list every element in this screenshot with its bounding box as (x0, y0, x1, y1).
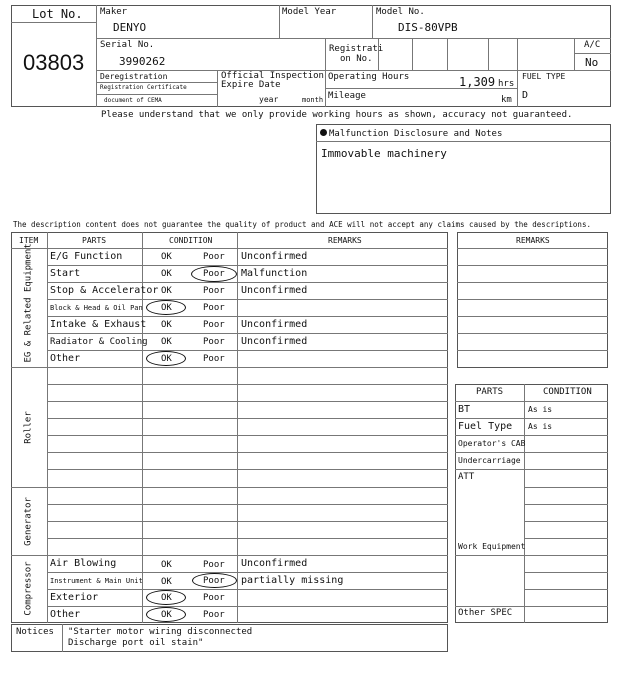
eg-part: Intake & Exhaust (50, 319, 147, 330)
ok-label: OK (161, 303, 172, 313)
compressor-part: Instrument & Main Unit (50, 577, 143, 585)
poor-label: Poor (203, 576, 225, 586)
header-remarks: REMARKS (328, 236, 362, 245)
right-remarks-header: REMARKS (516, 236, 550, 245)
maker-label: Maker (100, 7, 128, 17)
ok-label: OK (161, 337, 172, 347)
header-condition: CONDITION (169, 236, 213, 245)
description-disclaimer: The description content does not guarantee the quality of product and ACE will not accept any claims caused by the descriptions. (13, 220, 591, 229)
serial-value: 3990262 (119, 55, 166, 68)
mileage-label: Mileage (328, 91, 366, 101)
poor-label: Poor (203, 337, 225, 347)
poor-label: Poor (203, 269, 225, 279)
right-part: Fuel Type (458, 421, 513, 432)
deregistration-label: Deregistration (100, 72, 168, 81)
right-condition: As is (528, 405, 553, 414)
poor-label: Poor (203, 593, 225, 603)
compressor-remark: Unconfirmed (241, 558, 308, 569)
poor-label: Poor (203, 286, 225, 296)
eg-remark: Unconfirmed (241, 319, 308, 330)
notices-label: Notices (16, 627, 54, 637)
right-part: Undercarriage (458, 456, 521, 465)
notices-line-1: "Starter motor wiring disconnected (68, 627, 253, 637)
eg-part: E/G Function (50, 251, 123, 262)
malfunction-title (320, 129, 502, 139)
other-spec-label: Other SPEC (458, 608, 513, 618)
eg-remark: Unconfirmed (241, 285, 308, 296)
compressor-part: Exterior (50, 592, 99, 603)
ok-label: OK (161, 577, 172, 587)
eg-part: Radiator & Cooling (50, 337, 148, 347)
lot-number: 03803 (23, 50, 85, 75)
registration-label-1: Registrati (329, 44, 384, 54)
registration-cert-label: Registration Certificate (100, 84, 187, 91)
lot-label: Lot No. (32, 7, 83, 21)
maker-value: DENYO (113, 21, 147, 34)
right-part: BT (458, 404, 471, 415)
section-eg-label: EG & Related Equipment (23, 243, 34, 363)
eg-part: Stop & Accelerator (50, 285, 159, 296)
header-block (11, 5, 611, 107)
hours-disclaimer: Please understand that we only provide working hours as shown, accuracy not guaranteed. (101, 110, 573, 120)
section-generator-label: Generator (23, 497, 34, 546)
registration-label-2: on No. (340, 54, 373, 64)
fuel-type-label: FUEL TYPE (522, 72, 566, 81)
ok-label: OK (161, 252, 172, 262)
ok-label: OK (161, 320, 172, 330)
year-label: year (259, 95, 279, 104)
poor-label: Poor (203, 252, 225, 262)
ok-label: OK (161, 610, 172, 620)
poor-label: Poor (203, 320, 225, 330)
model-no-label: Model No. (376, 7, 425, 17)
model-year-label: Model Year (282, 7, 337, 17)
right-remarks-box (457, 232, 608, 368)
eg-part: Other (50, 353, 81, 364)
header-item: ITEM (19, 236, 39, 245)
poor-label: Poor (203, 354, 225, 364)
compressor-part: Air Blowing (50, 558, 117, 569)
section-roller-label: Roller (23, 411, 34, 444)
header-parts: PARTS (82, 236, 107, 245)
compressor-part: Other (50, 609, 81, 620)
inspection-label-1: Official Inspection (221, 71, 324, 81)
inspection-label-2: Expire Date (221, 80, 281, 90)
right-condition: As is (528, 422, 553, 431)
km-unit: km (501, 95, 512, 105)
ac-value: No (585, 56, 599, 69)
ok-label: OK (161, 286, 172, 296)
operating-hours-value: 1,309 (459, 75, 496, 89)
operating-hours-label: Operating Hours (328, 72, 410, 82)
right-condition-header: CONDITION (543, 387, 592, 397)
hrs-unit: hrs (498, 79, 515, 89)
malfunction-title-text: Malfunction Disclosure and Notes (329, 129, 503, 139)
right-part: Operator's CAB (458, 439, 526, 448)
ok-label: OK (161, 593, 172, 603)
ok-label: OK (161, 354, 172, 364)
ok-label: OK (161, 560, 172, 570)
serial-label: Serial No. (100, 40, 155, 50)
cema-label: document of CEMA (104, 97, 162, 104)
eg-remark: Unconfirmed (241, 336, 308, 347)
poor-label: Poor (203, 560, 225, 570)
malfunction-text: Immovable machinery (321, 147, 447, 160)
model-no-value: DIS-80VPB (398, 21, 458, 34)
poor-label: Poor (203, 610, 225, 620)
ok-label: OK (161, 269, 172, 279)
ac-label: A/C (584, 40, 601, 50)
right-part: ATT (458, 472, 475, 482)
month-label: month (302, 96, 324, 104)
eg-part: Block & Head & Oil Pan (50, 304, 143, 312)
eg-remark: Unconfirmed (241, 251, 308, 262)
work-equipment-label: Work Equipment (458, 542, 526, 551)
right-parts-header: PARTS (476, 387, 504, 397)
section-compressor-label: Compressor (23, 561, 34, 616)
bullet-icon (320, 129, 327, 136)
poor-label: Poor (203, 303, 225, 313)
notices-line-2: Discharge port oil stain" (68, 638, 204, 648)
eg-remark: Malfunction (241, 268, 308, 279)
fuel-type-value: D (522, 90, 529, 101)
compressor-remark: partially missing (241, 575, 344, 586)
eg-part: Start (50, 268, 81, 279)
